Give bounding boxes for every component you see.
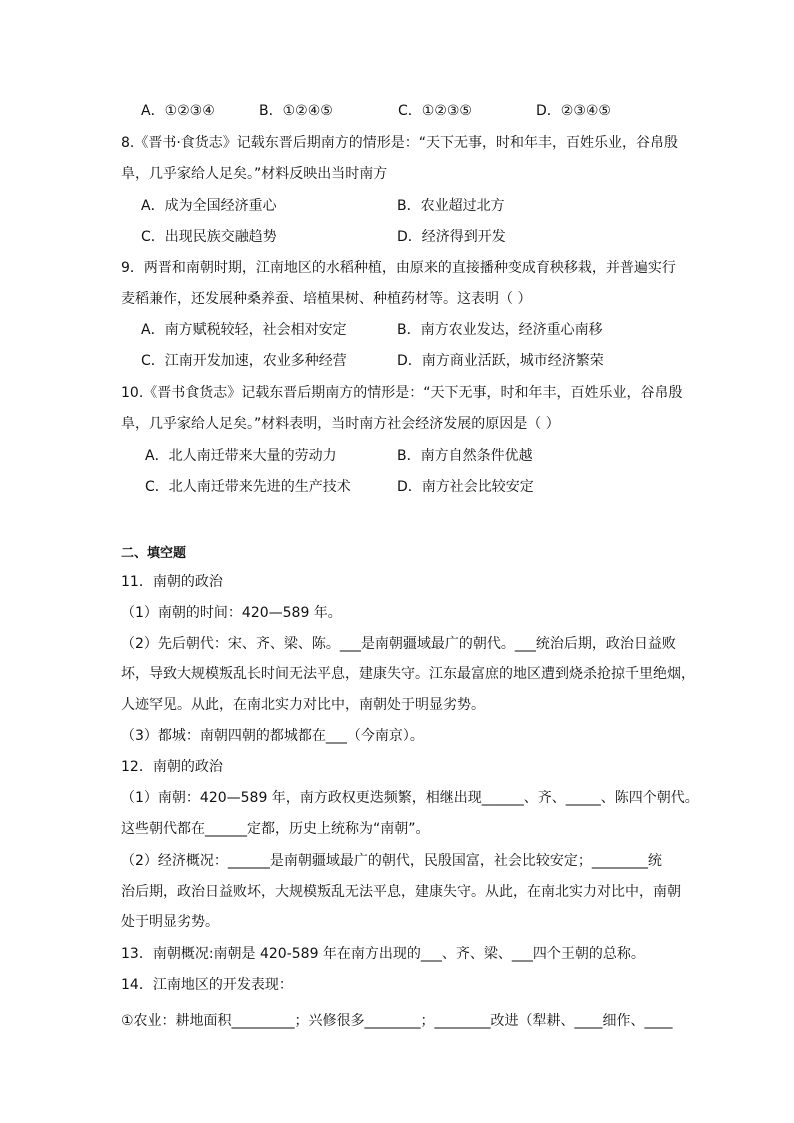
q11-part3: （3）都城：南朝四朝的都城都在___（今南京）。 bbox=[121, 728, 424, 744]
section-heading-fill-blank: 二、填空题 bbox=[121, 546, 187, 561]
q14-title: 14．江南地区的开发表现： bbox=[121, 977, 293, 993]
q14-part1: ①农业：耕地面积_________；兴修很多________；________改进（犁耕、____细作、____ bbox=[121, 1013, 673, 1029]
q10-stem-line1: 10.《晋书食货志》记载东晋后期南方的情形是：“天下无事，时和年丰，百姓乐业，谷帛殷 bbox=[121, 385, 683, 401]
q10-option-a: A．北人南迁带来大量的劳动力 bbox=[145, 448, 337, 464]
q11-part1: （1）南朝的时间：420—589 年。 bbox=[121, 605, 342, 621]
q12-part2-line2: 治后期，政治日益败坏，大规模叛乱无法平息，建康失守。从此，在南北实力对比中，南朝 bbox=[121, 884, 681, 900]
q11-part2-line3: 人迹罕见。从此，在南北实力对比中，南朝处于明显劣势。 bbox=[121, 697, 485, 713]
q7-option-a: A．①②③④ bbox=[141, 103, 215, 119]
q9-stem-line2: 麦稻兼作，还发展种桑养蚕、培植果树、种植药材等。这表明（ ） bbox=[121, 291, 532, 307]
q10-option-d: D．南方社会比较安定 bbox=[397, 479, 534, 495]
q12-part2-line1: （2）经济概况：______是南朝疆域最广的朝代，民殷国富，社会比较安定；________统 bbox=[121, 853, 662, 869]
q11-part2-line1: （2）先后朝代：宋、齐、梁、陈。___是南朝疆域最广的朝代。___统治后期，政治日益败 bbox=[121, 636, 676, 652]
q9-option-b: B．南方农业发达，经济重心南移 bbox=[397, 322, 603, 338]
q8-option-d: D．经济得到开发 bbox=[397, 229, 506, 245]
q7-option-d: D．②③④⑤ bbox=[536, 103, 611, 119]
q10-option-c: C．北人南迁带来先进的生产技术 bbox=[145, 479, 351, 495]
q9-option-c: C．江南开发加速，农业多种经营 bbox=[141, 353, 347, 369]
q7-option-b: B．①②④⑤ bbox=[259, 103, 333, 119]
q12-part2-line3: 处于明显劣势。 bbox=[121, 914, 219, 930]
q12-title: 12．南朝的政治 bbox=[121, 759, 223, 775]
q9-option-d: D．南方商业活跃，城市经济繁荣 bbox=[397, 353, 604, 369]
q8-option-a: A．成为全国经济重心 bbox=[141, 198, 277, 214]
q8-option-b: B．农业超过北方 bbox=[397, 198, 505, 214]
q9-option-a: A．南方赋税较轻，社会相对安定 bbox=[141, 322, 347, 338]
q10-option-b: B．南方自然条件优越 bbox=[397, 448, 533, 464]
q8-option-c: C．出现民族交融趋势 bbox=[141, 229, 277, 245]
q8-stem-line1: 8.《晋书·食货志》记载东晋后期南方的情形是：“天下无事，时和年丰，百姓乐业，谷帛殷 bbox=[121, 135, 679, 151]
q12-part1-line2: 这些朝代都在______定都，历史上统称为“南朝”。 bbox=[121, 821, 430, 837]
q13-text: 13．南朝概况:南朝是 420-589 年在南方出现的___、齐、梁、___四个王朝的总称。 bbox=[121, 946, 645, 962]
q11-part2-line2: 坏，导致大规模叛乱长时间无法平息，建康失守。江东最富庶的地区遭到烧杀抢掠千里绝烟， bbox=[121, 666, 695, 682]
q11-title: 11．南朝的政治 bbox=[121, 574, 223, 590]
q10-stem-line2: 阜，几乎家给人足矣。”材料表明，当时南方社会经济发展的原因是（ ） bbox=[121, 416, 560, 432]
q9-stem-line1: 9．两晋和南朝时期，江南地区的水稻种植，由原来的直接播种变成育秧移栽，并普遍实行 bbox=[121, 260, 676, 276]
q7-option-c: C．①②③⑤ bbox=[398, 103, 472, 119]
q12-part1-line1: （1）南朝：420—589 年，南方政权更迭频繁，相继出现______、齐、_____、陈四个朝代。 bbox=[121, 790, 699, 806]
q8-stem-line2: 阜，几乎家给人足矣。”材料反映出当时南方 bbox=[121, 166, 388, 182]
